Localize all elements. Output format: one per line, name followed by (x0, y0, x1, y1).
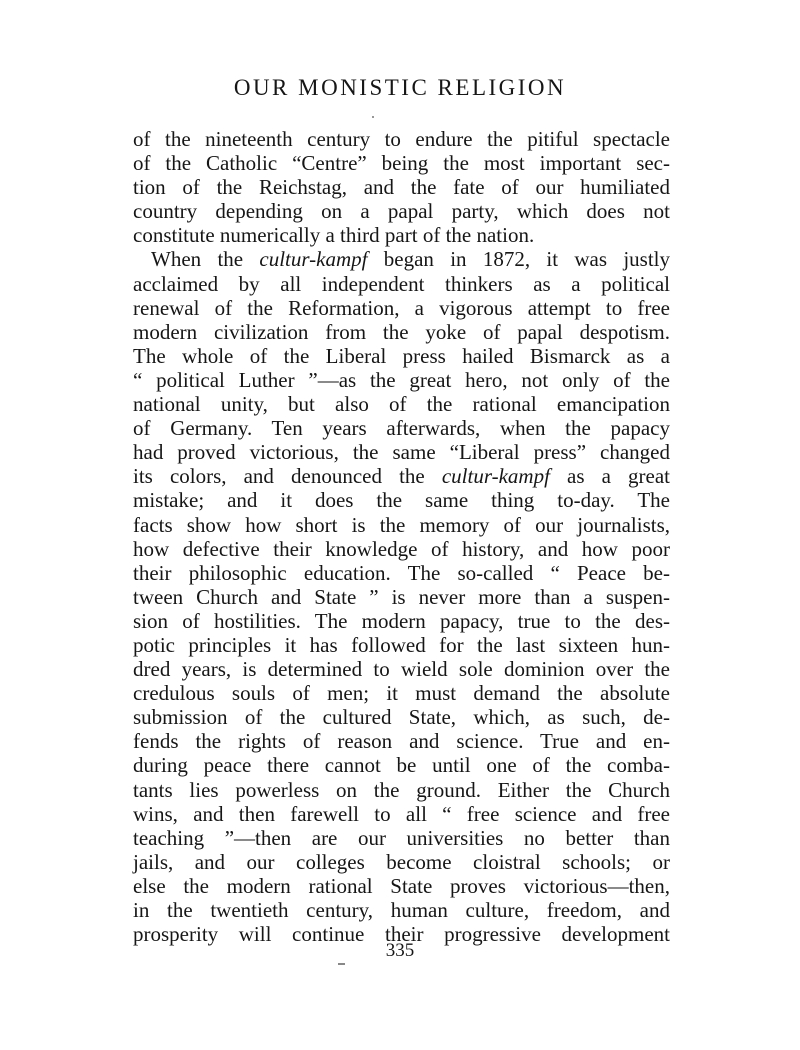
text-line: their philosophic education. The so-called “ Peace be- (133, 560, 670, 585)
text-line: country depending on a papal party, which does not (133, 199, 670, 224)
text-line: in the twentieth century, human culture, freedom, and (133, 898, 670, 922)
running-head: OUR MONISTIC RELIGION (233, 75, 567, 100)
text-line: of the nineteenth century to endure the pitiful spectacle (133, 127, 670, 151)
text-line: submission of the cultured State, which, as such, de- (133, 705, 670, 730)
text-line: credulous souls of men; it must demand the absolute (133, 681, 670, 706)
text-line: teaching ”—then are our universities no better than (133, 825, 670, 850)
text-line: sion of hostilities. The modern papacy, true to the des- (133, 608, 670, 633)
text-line: of the Catholic “Centre” being the most important sec- (133, 151, 670, 176)
body-text (133, 127, 670, 946)
text-line: “ political Luther ”—as the great hero, not only of the (133, 367, 670, 392)
text-line: during peace there cannot be until one of the comba- (133, 753, 670, 778)
text-line: else the modern rational State proves victorious—then, (133, 873, 670, 898)
text-line: facts show how short is the memory of our journalists, (133, 512, 670, 537)
print-speck (338, 963, 345, 965)
text-line: prosperity will continue their progressive development (133, 922, 670, 947)
text-line: mistake; and it does the same thing to-day. The (133, 488, 670, 513)
text-line: its colors, and denounced the cultur-kampf as a great (133, 464, 670, 489)
text-line: jails, and our colleges become cloistral schools; or (133, 849, 670, 874)
text-line: potic principles it has followed for the last sixteen hun- (133, 632, 670, 657)
text-line: how defective their knowledge of history, and how poor (133, 536, 670, 561)
text-line: tants lies powerless on the ground. Either the Church (133, 777, 670, 802)
print-speck (372, 116, 374, 118)
text-line: renewal of the Reformation, a vigorous attempt to free (133, 295, 670, 320)
text-line: national unity, but also of the rational emancipation (133, 392, 670, 417)
text-line: The whole of the Liberal press hailed Bismarck as a (133, 343, 670, 368)
italic-term: cultur-kampf (259, 247, 368, 272)
text-line: constitute numerically a third part of the nation. (133, 223, 535, 248)
text-line: When the cultur-kampf began in 1872, it was justly (151, 247, 671, 272)
text-line: dred years, is determined to wield sole dominion over the (133, 657, 670, 682)
text-line: had proved victorious, the same “Liberal press” changed (133, 440, 670, 465)
text-line: tion of the Reichstag, and the fate of our humiliated (133, 175, 670, 200)
text-line: of Germany. Ten years afterwards, when the papacy (133, 416, 670, 441)
text-line: wins, and then farewell to all “ free science and free (133, 801, 670, 826)
text-line: fends the rights of reason and science. True and en- (133, 729, 670, 754)
text-line: modern civilization from the yoke of papal despotism. (133, 319, 670, 344)
italic-term: cultur-kampf (441, 464, 550, 489)
page-number: 335 (385, 940, 415, 961)
text-line: tween Church and State ” is never more than a suspen- (133, 584, 670, 609)
text-line: acclaimed by all independent thinkers as a political (133, 271, 670, 296)
